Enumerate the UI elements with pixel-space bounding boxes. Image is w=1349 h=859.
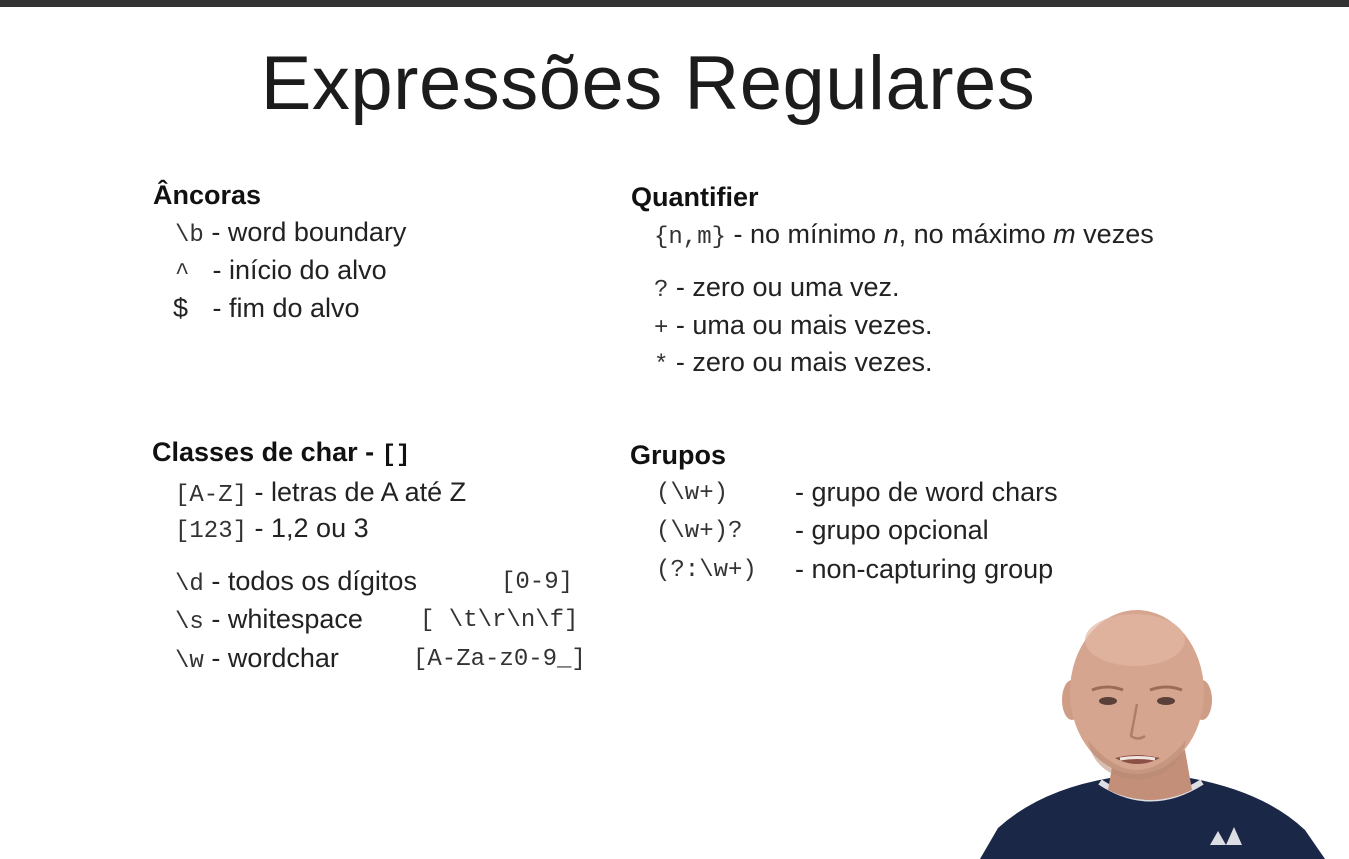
quantifier-item-star [654, 347, 933, 379]
presenter-webcam [980, 600, 1325, 859]
class-item-a-z [175, 477, 466, 509]
grupo-code-word: (\w+) [656, 480, 729, 507]
quantifier-code: * [654, 352, 669, 379]
presenter-figure [980, 600, 1325, 859]
quantifier-range-mid: , no máximo [898, 219, 1054, 249]
class-item-wordchar [175, 643, 339, 675]
class-desc: - whitespace [211, 604, 363, 634]
grupo-desc-noncapturing: - non-capturing group [795, 554, 1054, 584]
ancora-item-fim [173, 293, 360, 324]
classes-heading [152, 437, 410, 469]
class-equiv-wordchar: [A-Za-z0-9_] [413, 646, 586, 673]
ancora-item-word-boundary [175, 217, 406, 249]
ancora-desc: - fim do alvo [212, 293, 360, 323]
class-desc: - todos os dígitos [211, 566, 417, 596]
ancora-item-inicio [175, 255, 387, 287]
quantifier-range-n: n [883, 219, 899, 249]
window-top-bar [0, 0, 1349, 7]
class-item-digit [175, 566, 417, 598]
ancora-code: ^ [175, 260, 190, 287]
quantifier-range-post: vezes [1075, 219, 1154, 249]
grupo-code-noncapturing: (?:\w+) [656, 557, 757, 584]
slide-title: Expressões Regulares [260, 41, 1036, 126]
quantifier-code: {n,m} [654, 224, 727, 251]
ancoras-heading: Âncoras [153, 180, 262, 210]
class-desc: - wordchar [211, 643, 339, 673]
quantifier-code: ? [654, 277, 669, 304]
class-equiv-whitespace: [ \t\r\n\f] [420, 607, 579, 634]
class-code: [123] [175, 518, 248, 545]
class-code: [A-Z] [175, 482, 248, 509]
grupo-code-optional: (\w+)? [656, 518, 743, 545]
quantifier-range-pre: - no mínimo [733, 219, 884, 249]
quantifier-desc: - zero ou mais vezes. [675, 347, 933, 377]
ancora-desc: - word boundary [211, 217, 407, 247]
ancora-desc: - início do alvo [212, 255, 387, 285]
grupo-desc-optional: - grupo opcional [795, 515, 989, 545]
quantifier-heading: Quantifier [631, 182, 759, 212]
ancora-code: $ [173, 293, 189, 323]
quantifier-desc: - zero ou uma vez. [675, 272, 900, 302]
grupo-desc-word: - grupo de word chars [795, 477, 1058, 507]
class-item-whitespace [175, 604, 363, 636]
quantifier-item-optional [654, 272, 900, 304]
class-desc: - 1,2 ou 3 [254, 513, 369, 543]
quantifier-range-m: m [1053, 219, 1076, 249]
ancora-code: \b [175, 222, 204, 249]
class-desc: - letras de A até Z [254, 477, 467, 507]
classes-heading-text: Classes de char - [152, 437, 375, 467]
class-item-123 [175, 513, 369, 545]
quantifier-range-item [654, 219, 1154, 251]
class-code: \w [175, 648, 204, 675]
class-equiv-digit: [0-9] [501, 569, 574, 596]
grupos-heading: Grupos [630, 440, 727, 470]
classes-heading-code: [] [381, 442, 411, 469]
class-code: \s [175, 609, 204, 636]
quantifier-desc: - uma ou mais vezes. [675, 310, 933, 340]
class-code: \d [175, 571, 204, 598]
quantifier-code: + [654, 315, 669, 342]
quantifier-item-plus [654, 310, 933, 342]
